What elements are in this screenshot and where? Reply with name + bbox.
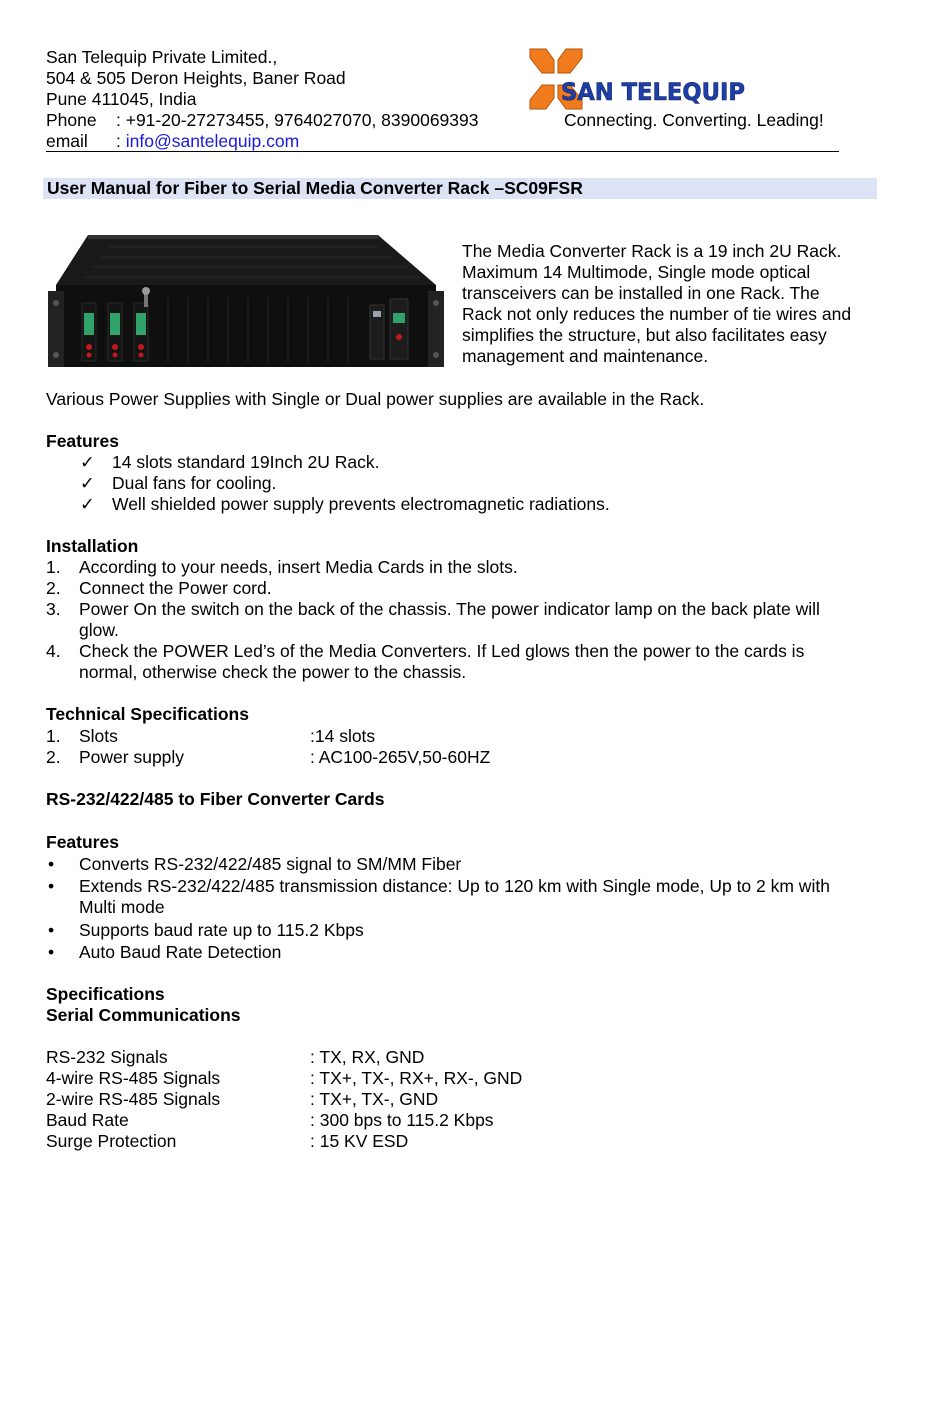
serial-heading: Serial Communications — [46, 1005, 241, 1025]
serial-spec-row: 2-wire RS-485 Signals : TX+, TX-, GND — [46, 1089, 439, 1109]
checkmark-icon: ✓ — [80, 452, 95, 472]
tagline: Connecting. Converting. Leading! — [564, 110, 824, 130]
card-feature-item: • Converts RS-232/422/485 signal to SM/MM Fiber — [48, 854, 462, 874]
installation-list — [46, 557, 896, 683]
intro-line: management and maintenance. — [462, 346, 709, 366]
techspec-row: 2. Power supply : AC100-265V,50-60HZ — [46, 747, 491, 767]
document-title-band — [43, 178, 877, 199]
intro-paragraph — [462, 241, 882, 367]
card-features-list — [46, 854, 896, 964]
techspec-heading: Technical Specifications — [46, 704, 249, 724]
installation-step: 3. Power On the switch on the back of the chassis. The power indicator lamp on the back plate will glow. — [46, 599, 820, 640]
feature-item: ✓ 14 slots standard 19Inch 2U Rack. — [80, 452, 380, 472]
techspec-list — [46, 726, 896, 768]
intro-line: The Media Converter Rack is a 19 inch 2U Rack. — [462, 241, 842, 261]
card-feature-item: • Auto Baud Rate Detection — [48, 942, 282, 962]
checkmark-icon: ✓ — [80, 473, 95, 493]
installation-step: 1. According to your needs, insert Media Cards in the slots. — [46, 557, 518, 577]
serial-spec-row: 4-wire RS-485 Signals : TX+, TX-, RX+, RX-, GND — [46, 1068, 523, 1088]
card-features-heading: Features — [46, 832, 119, 852]
email-row — [46, 131, 846, 152]
address-line-2: Pune 411045, India — [46, 89, 197, 109]
serial-spec-row: Baud Rate : 300 bps to 115.2 Kbps — [46, 1110, 494, 1130]
installation-heading: Installation — [46, 536, 139, 556]
installation-step: 2. Connect the Power cord. — [46, 578, 272, 598]
company-logo — [528, 46, 758, 112]
serial-spec-row: RS-232 Signals : TX, RX, GND — [46, 1047, 425, 1067]
feature-item: ✓ Well shielded power supply prevents electromagnetic radiations. — [80, 494, 610, 514]
specs-heading: Specifications — [46, 984, 165, 1004]
document-title: User Manual for Fiber to Serial Media Converter Rack –SC09FSR — [47, 178, 583, 198]
power-note: Various Power Supplies with Single or Dual power supplies are available in the Rack. — [46, 389, 705, 409]
email-link[interactable]: info@santelequip.com — [125, 131, 300, 151]
card-feature-item: • Extends RS-232/422/485 transmission distance: Up to 120 km with Single mode, Up to 2 km with Multi mode — [48, 876, 830, 917]
bullet-icon: • — [48, 920, 55, 940]
bullet-icon: • — [48, 876, 55, 896]
company-name: San Telequip Private Limited., — [46, 47, 278, 67]
email-label: email — [46, 131, 88, 151]
serial-spec-list — [46, 1047, 896, 1152]
header-divider — [46, 151, 839, 152]
intro-line: transceivers can be installed in one Rack. The — [462, 283, 820, 303]
logo-mark-icon — [528, 46, 758, 112]
phone-value: : +91-20-27273455, 9764027070, 8390069393 — [116, 110, 479, 130]
address-line-1: 504 & 505 Deron Heights, Baner Road — [46, 68, 346, 88]
installation-step: 4. Check the POWER Led’s of the Media Converters. If Led glows then the power to the cards is normal, otherwise check the power to the chassis. — [46, 641, 805, 682]
features-heading: Features — [46, 431, 119, 451]
logo-text: SAN TELEQUIP — [561, 78, 745, 106]
intro-line: Maximum 14 Multimode, Single mode optical — [462, 262, 811, 282]
card-feature-item: • Supports baud rate up to 115.2 Kbps — [48, 920, 364, 940]
intro-line: Rack not only reduces the number of tie wires and — [462, 304, 852, 324]
intro-line: simplifies the structure, but also facilitates easy — [462, 325, 827, 345]
cards-heading: RS-232/422/485 to Fiber Converter Cards — [46, 789, 385, 809]
phone-label: Phone — [46, 110, 97, 130]
serial-spec-row: Surge Protection : 15 KV ESD — [46, 1131, 409, 1151]
rack-chassis-image — [48, 227, 444, 373]
features-list — [46, 452, 896, 515]
bullet-icon: • — [48, 854, 55, 874]
checkmark-icon: ✓ — [80, 494, 95, 514]
techspec-row: 1. Slots :14 slots — [46, 726, 376, 746]
bullet-icon: • — [48, 942, 55, 962]
feature-item: ✓ Dual fans for cooling. — [80, 473, 277, 493]
email-separator: : — [116, 131, 126, 151]
product-photo — [48, 227, 444, 373]
